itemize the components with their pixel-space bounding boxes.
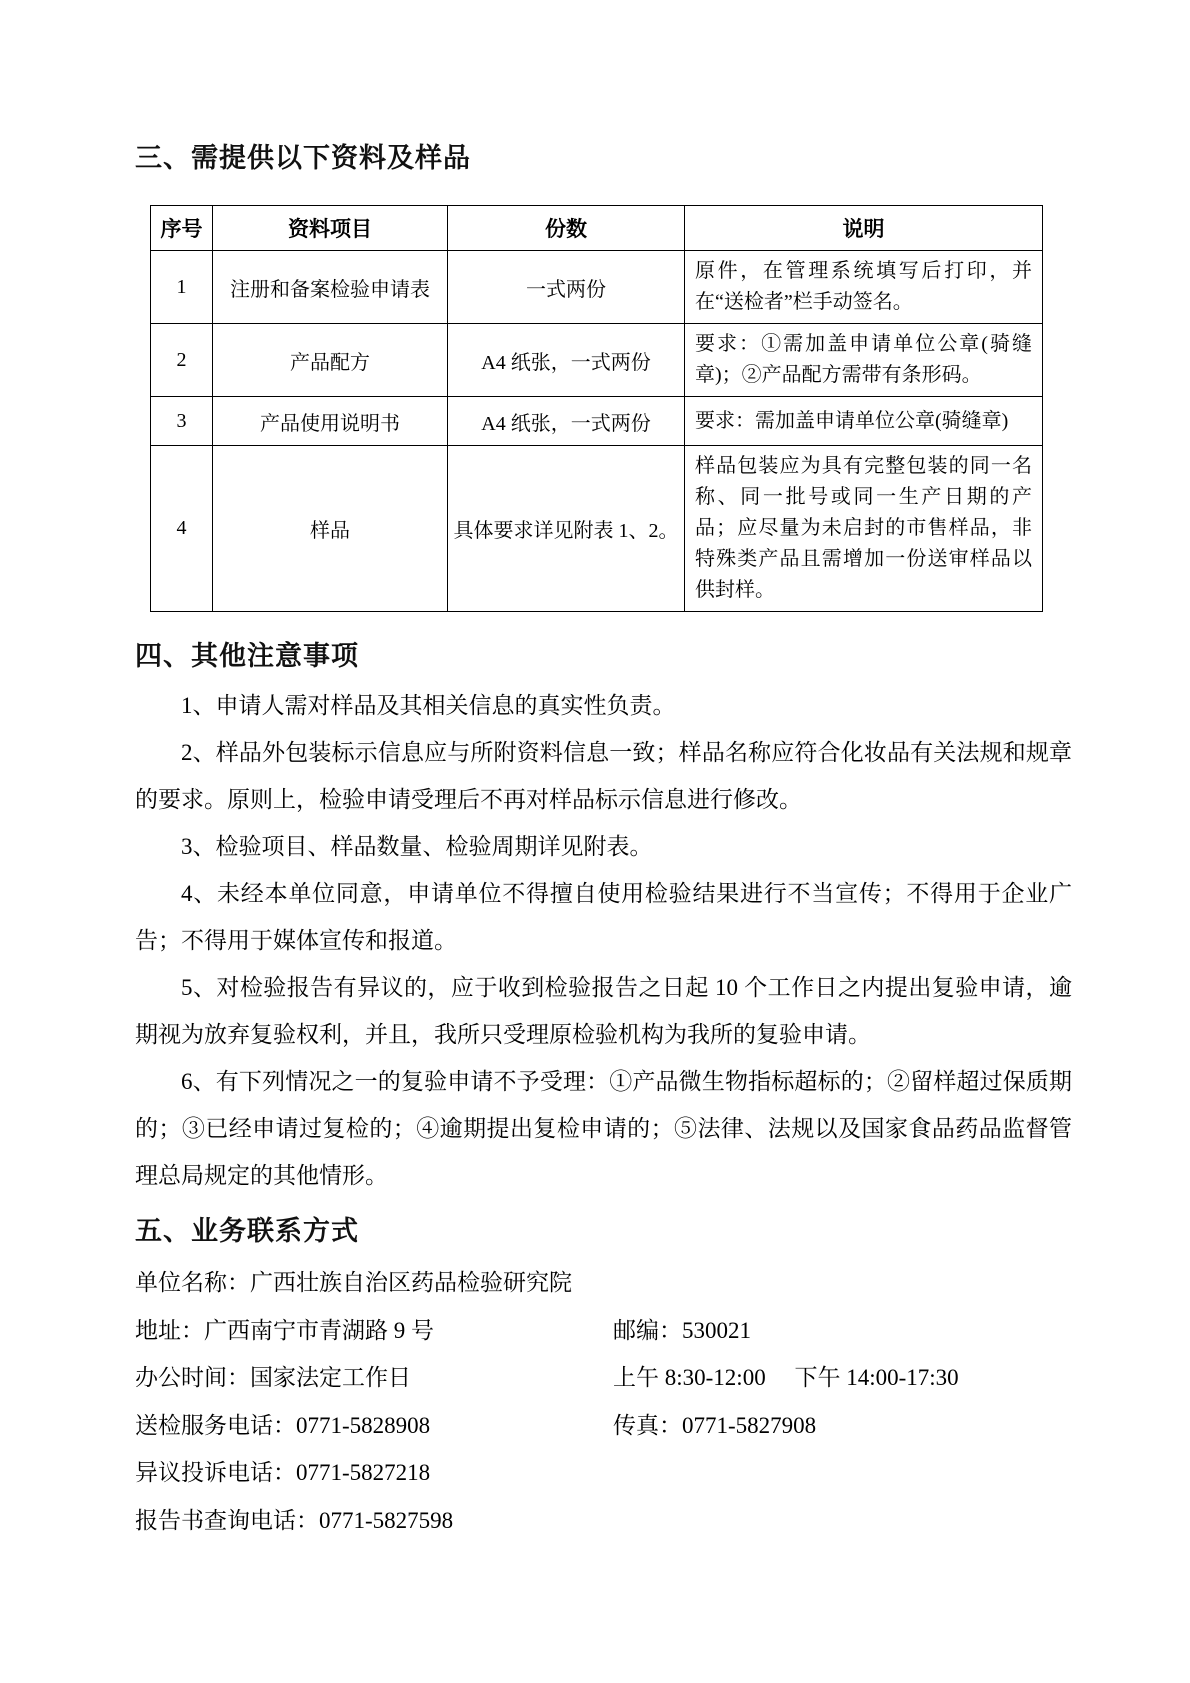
cell-copies: 一式两份 xyxy=(448,251,685,324)
contact-complaint-phone: 异议投诉电话：0771-5827218 xyxy=(135,1460,431,1485)
contact-row-office-hours xyxy=(135,1354,1072,1402)
cell-copies: 具体要求详见附表 1、2。 xyxy=(448,446,685,612)
contact-fax: 传真：0771-5827908 xyxy=(613,1412,817,1438)
contact-unit-name: 单位名称：广西壮族自治区药品检验研究院 xyxy=(135,1270,572,1295)
section3-heading: 三、需提供以下资料及样品 xyxy=(135,143,471,173)
cell-copies: A4 纸张，一式两份 xyxy=(448,324,685,397)
cell-note: 要求：①需加盖申请单位公章(骑缝章)；②产品配方需带有条形码。 xyxy=(685,324,1043,397)
contact-service-phone: 送检服务电话：0771-5828908 xyxy=(135,1412,431,1438)
contact-office-hours: 上午 8:30-12:00 下午 14:00-17:30 xyxy=(613,1365,959,1390)
cell-no: 1 xyxy=(151,251,213,324)
cell-note: 要求：需加盖申请单位公章(骑缝章) xyxy=(685,397,1043,446)
note-item-6: 6、有下列情况之一的复验申请不予受理：①产品微生物指标超标的；②留样超过保质期的；③已经申请过复检的；④逾期提出复检申请的；⑤法律、法规以及国家食品药品监督管理总局规定的其他情形。 xyxy=(135,1069,1072,1188)
contact-row-address xyxy=(135,1307,1072,1355)
column-header-item: 资料项目 xyxy=(213,206,448,251)
contact-office-days: 办公时间：国家法定工作日 xyxy=(135,1365,411,1390)
table-row xyxy=(151,251,1043,324)
contact-address: 地址：广西南宁市青湖路 9 号 xyxy=(135,1317,434,1343)
cell-item: 产品配方 xyxy=(213,324,448,397)
cell-item: 产品使用说明书 xyxy=(213,397,448,446)
contact-row-complaint-phone xyxy=(135,1449,1072,1497)
contact-row-service-phone xyxy=(135,1402,1072,1450)
section5-heading: 五、业务联系方式 xyxy=(135,1216,359,1246)
section4-heading: 四、其他注意事项 xyxy=(135,641,359,671)
materials-table xyxy=(150,205,1043,612)
contact-list xyxy=(135,1259,1072,1544)
contact-postcode: 邮编：530021 xyxy=(613,1317,751,1343)
cell-copies: A4 纸张，一式两份 xyxy=(448,397,685,446)
column-header-copies: 份数 xyxy=(448,206,685,251)
table-row xyxy=(151,397,1043,446)
table-row xyxy=(151,446,1043,612)
column-header-note: 说明 xyxy=(685,206,1043,251)
cell-no: 4 xyxy=(151,446,213,612)
note-item-2: 2、样品外包装标示信息应与所附资料信息一致；样品名称应符合化妆品有关法规和规章的要求。原则上，检验申请受理后不再对样品标示信息进行修改。 xyxy=(135,740,1072,812)
note-item-4: 4、未经本单位同意，申请单位不得擅自使用检验结果进行不当宣传；不得用于企业广告；不得用于媒体宣传和报道。 xyxy=(135,881,1072,953)
cell-item: 样品 xyxy=(213,446,448,612)
note-item-5: 5、对检验报告有异议的，应于收到检验报告之日起 10 个工作日之内提出复验申请，逾期视为放弃复验权利，并且，我所只受理原检验机构为我所的复验申请。 xyxy=(135,975,1072,1047)
cell-item: 注册和备案检验申请表 xyxy=(213,251,448,324)
contact-row-unit-name xyxy=(135,1259,1072,1307)
table-row xyxy=(151,324,1043,397)
note-item-1: 1、申请人需对样品及其相关信息的真实性负责。 xyxy=(181,693,676,718)
contact-report-query-phone: 报告书查询电话：0771-5827598 xyxy=(135,1507,454,1533)
cell-no: 2 xyxy=(151,324,213,397)
column-header-no: 序号 xyxy=(151,206,213,251)
contact-row-report-query-phone xyxy=(135,1497,1072,1545)
notes-list xyxy=(135,682,1072,1199)
note-item-3: 3、检验项目、样品数量、检验周期详见附表。 xyxy=(181,834,653,859)
cell-no: 3 xyxy=(151,397,213,446)
table-header-row xyxy=(151,206,1043,251)
cell-note: 样品包装应为具有完整包装的同一名称、同一批号或同一生产日期的产品；应尽量为未启封的市售样品，非特殊类产品且需增加一份送审样品以供封样。 xyxy=(685,446,1043,612)
cell-note: 原件，在管理系统填写后打印，并在“送检者”栏手动签名。 xyxy=(685,251,1043,324)
